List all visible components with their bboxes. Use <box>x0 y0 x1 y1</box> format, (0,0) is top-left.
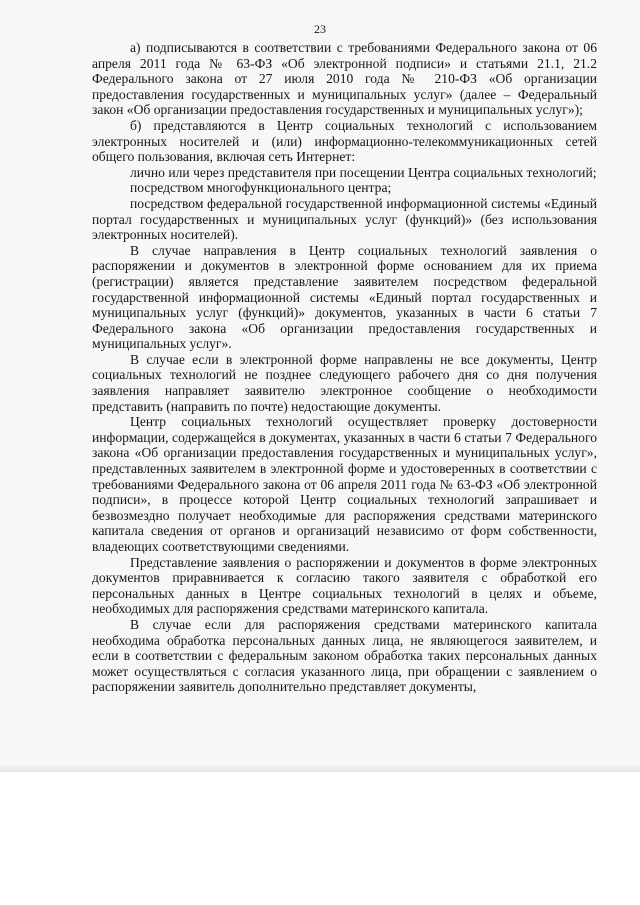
paragraph-personal-data-consent: Представление заявления о распоряжении и документов в форме электронных документов приравнивается к согласию такого заявителя с обработкой его персональных данных в Центре социальных технологий в целях и объеме, необходимых для распоряжения средствами материнского капитала. <box>92 554 597 617</box>
paragraph-b-submission: б) представляются в Центр социальных технологий с использованием электронных носителей и (или) информационно-телекоммуникационных сетей общего пользования, включая сеть Интернет: <box>92 117 597 165</box>
paragraph-a-signing: а) подписываются в соответствии с требованиями Федерального закона от 06 апреля 2011 года № 63-ФЗ «Об электронной подписи» и статьями 21.1, 21.2 Федерального закона от 27 июля 2010 года № 210-ФЗ «Об организации предоставления государственных и муниципальных услуг» (далее – Федеральный закон «Об организации предоставления государственных и муниципальных услуг»); <box>92 40 597 118</box>
paragraph-third-party-data: В случае если для распоряжения средствами материнского капитала необходима обработка персональных данных лица, не являющегося заявителем, и если в соответствии с федеральным законом обработка таких персональных данных может осуществляться с согласия указанного лица, при обращении с заявлением о распоряжении заявитель дополнительно представляет документы, <box>92 616 597 695</box>
paragraph-verification: Центр социальных технологий осуществляет проверку достоверности информации, содержащейся в документах, указанных в части 6 статьи 7 Федерального закона «Об организации предоставления государственных и муниципальных услуг», представленных заявителем в электронной форме и удостоверенных в соответствии с требованиями Федерального закона от 06 апреля 2011 года № 63-ФЗ «Об электронной подписи», в процессе которой Центр социальных технологий запрашивает и безвозмездно получает необходимые для распоряжения средствами материнского капитала сведения от органов и организаций независимо от форм собственности, владеющих соответствующими сведениями. <box>92 414 597 554</box>
document-body <box>92 40 597 695</box>
page-number: 23 <box>314 22 326 36</box>
paragraph-missing-documents: В случае если в электронной форме направлены не все документы, Центр социальных технологий не позднее следующего рабочего дня со дня получения заявления направляет заявителю электронное сообщение о необходимости представить (направить по почте) недостающие документы. <box>92 351 597 414</box>
paragraph-in-person: лично или через представителя при посещении Центра социальных технологий; <box>130 164 597 180</box>
paragraph-mfc: посредством многофункционального центра; <box>130 180 392 196</box>
paragraph-electronic-reception: В случае направления в Центр социальных технологий заявления о распоряжении и документов в электронной форме основанием для их приема (регистрации) является представление заявителем посредством федеральной государственной информационной системы «Единый портал государственных и муниципальных услуг (функций)» документов, указанных в части 6 статьи 7 Федерального закона «Об организации предоставления государственных и муниципальных услуг». <box>92 242 597 352</box>
paragraph-federal-portal: посредством федеральной государственной информационной системы «Единый портал государственных и муниципальных услуг (функций)» (без использования электронных носителей). <box>92 195 597 243</box>
